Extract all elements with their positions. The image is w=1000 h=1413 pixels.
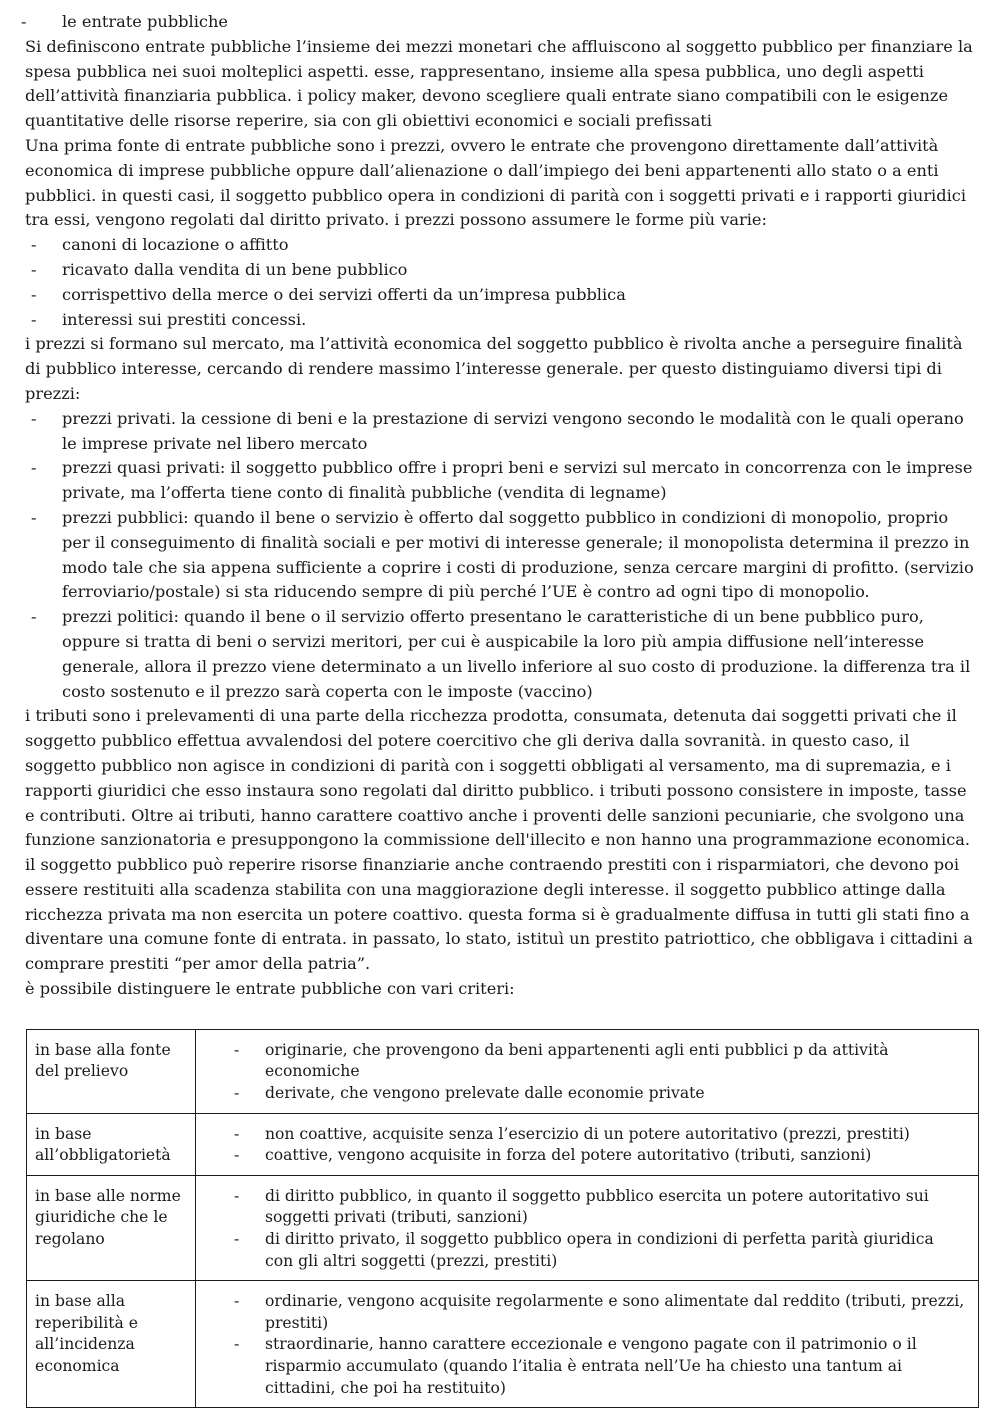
list-item-text: non coattive, acquisite senza l’esercizio di un potere autoritativo (prezzi, prestiti) [265, 1124, 910, 1143]
criteria-intro: è possibile distinguere le entrate pubbliche con vari criteri: [25, 979, 515, 999]
table-row [27, 1175, 979, 1280]
list-item-text: corrispettivo della merce o dei servizi offerti da un’impresa pubblica [62, 284, 626, 304]
list-item [196, 1040, 970, 1083]
list-item-text: ricavato dalla vendita di un bene pubblico [62, 259, 408, 279]
list-dash: - [31, 458, 37, 478]
list-dash: - [31, 408, 37, 428]
loans-paragraph: il soggetto pubblico può reperire risorse finanziarie anche contraendo prestiti con i risparmiatori, che devono poi essere restituiti alla scadenza stabilita con una maggiorazione degli interesse. il soggetto pubblico attinge dalla ricchezza privata ma non esercita un potere coattivo. questa forma si è gradualmente diffusa in tutti gli stati fino a diventare una comune fonte di entrata. in passato, lo stato, istituì un prestito patriottico, che obbligava i cittadini a comprare prestiti “per amor della patria”. [25, 855, 973, 974]
table-row [27, 1281, 979, 1408]
list-dash: - [234, 1146, 240, 1165]
price-types-list [25, 407, 976, 705]
list-dash: - [31, 309, 37, 329]
list-item-text: ordinarie, vengono acquisite regolarmente e sono alimentate dal reddito (tributi, prezzi, prestiti) [265, 1292, 965, 1332]
list-dash: - [234, 1084, 240, 1103]
items-list [196, 1186, 970, 1272]
list-dash: - [31, 284, 37, 304]
list-item [25, 407, 976, 457]
list-item [25, 506, 976, 605]
list-dash: - [234, 1335, 240, 1354]
list-item-text: coattive, vengono acquisite in forza del potere autoritativo (tributi, sanzioni) [265, 1146, 872, 1165]
items-cell [196, 1281, 979, 1408]
list-item [196, 1124, 970, 1146]
list-item-text: interessi sui prestiti concessi. [62, 309, 307, 329]
list-item [25, 308, 976, 333]
list-dash: - [31, 507, 37, 527]
table-row [27, 1113, 979, 1175]
items-list [196, 1291, 970, 1399]
items-list [196, 1040, 970, 1105]
list-item [196, 1083, 970, 1105]
heading-dash: - [21, 12, 27, 31]
items-cell [196, 1113, 979, 1175]
list-item-text: di diritto privato, il soggetto pubblico opera in condizioni di perfetta parità giuridica con gli altri soggetti (prezzi, prestiti) [265, 1230, 934, 1270]
list-item-text: prezzi politici: quando il bene o il servizio offerto presentano le caratteristiche di un bene pubblico puro, oppure si tratta di beni o servizi meritori, per cui è auspicabile la loro più ampia diffusione nell’interesse generale, allora il prezzo viene determinato a un livello inferiore al suo costo di produzione. la differenza tra il costo sostenuto e il prezzo sarà coperta con le imposte (vaccino) [62, 607, 971, 701]
list-dash: - [234, 1124, 240, 1143]
criterion-cell: in base alle norme giuridiche che le regolano [27, 1175, 196, 1280]
list-dash: - [31, 235, 37, 255]
tributes-paragraph: i tributi sono i prelevamenti di una parte della ricchezza prodotta, consumata, detenuta dai soggetti privati che il soggetto pubblico effettua avvalendosi del potere coercitivo che gli deriva dalla sovranità. in questo caso, il soggetto pubblico non agisce in condizioni di parità con i soggetti obbligati al versamento, ma di supremazia, e i rapporti giuridici che esso instaura sono regolati dal diritto pubblico. i tributi possono consistere in imposte, tasse e contributi. Oltre ai tributi, hanno carattere coattivo anche i proventi delle sanzioni pecuniarie, che svolgono una funzione sanzionatoria e presuppongono la commissione dell'illecito e non hanno una programmazione economica. [25, 706, 971, 850]
list-item-text: di diritto pubblico, in quanto il soggetto pubblico esercita un potere autoritativo sui soggetti privati (tributi, sanzioni) [265, 1186, 929, 1227]
list-item [25, 258, 976, 283]
list-item-text: originarie, che provengono da beni appartenenti agli enti pubblici p da attività economiche [265, 1040, 889, 1081]
list-item-text: straordinarie, hanno carattere eccezionale e vengono pagate con il patrimonio o il risparmio accumulato (quando l’italia è entrata nell’Ue ha chiesto una tantum ai cittadini, che poi ha restituito) [265, 1335, 917, 1397]
list-item-text: prezzi pubblici: quando il bene o servizio è offerto dal soggetto pubblico in condizioni di monopolio, proprio per il conseguimento di finalità sociali e per motivi di interesse generale; il monopolista determina il prezzo in modo tale che sia appena sufficiente a coprire i costi di produzione, senza cercare margini di profitto. (servizio ferroviario/postale) si sta riducendo sempre di più perché l’UE è contro ad ogni tipo di monopolio. [62, 507, 974, 602]
list-item [196, 1186, 970, 1229]
list-dash: - [234, 1040, 240, 1059]
list-item [25, 605, 976, 704]
list-item-text: prezzi quasi privati: il soggetto pubblico offre i propri beni e servizi sul mercato in concorrenza con le imprese private, ma l’offerta tiene conto di finalità pubbliche (vendita di legname) [62, 458, 973, 503]
list-item [196, 1145, 970, 1167]
criterion-cell: in base alla reperibilità e all’incidenza economica [27, 1281, 196, 1408]
list-dash: - [31, 607, 37, 627]
list-item [25, 233, 976, 258]
list-item-text: derivate, che vengono prelevate dalle economie private [265, 1084, 705, 1103]
list-item [25, 456, 976, 506]
prices-paragraph: Una prima fonte di entrate pubbliche sono i prezzi, ovvero le entrate che provengono direttamente dall’attività economica di imprese pubbliche oppure dall’alienazione o dall’impiego dei beni appartenenti allo stato o a enti pubblici. in questi casi, il soggetto pubblico opera in condizioni di parità con i soggetti privati e i rapporti giuridici tra essi, vengono regolati dal diritto privato. i prezzi possono assumere le forme più varie: [25, 135, 967, 230]
list-item-text: canoni di locazione o affitto [62, 235, 289, 255]
list-item-text: prezzi privati. la cessione di beni e la prestazione di servizi vengono secondo le modalità con le quali operano le imprese private nel libero mercato [62, 408, 964, 453]
criterion-cell: in base all’obbligatorietà [27, 1113, 196, 1175]
items-list [196, 1124, 970, 1167]
items-cell [196, 1029, 979, 1113]
list-item [196, 1334, 970, 1399]
section-heading [21, 10, 976, 35]
list-dash: - [31, 259, 37, 279]
items-cell [196, 1175, 979, 1280]
list-dash: - [234, 1186, 240, 1205]
list-item [196, 1291, 970, 1334]
list-dash: - [234, 1292, 240, 1311]
list-dash: - [234, 1230, 240, 1249]
price-forms-list [25, 233, 976, 332]
list-item [196, 1229, 970, 1272]
criterion-cell: in base alla fonte del prelievo [27, 1029, 196, 1113]
criteria-table [26, 1029, 979, 1408]
table-row [27, 1029, 979, 1113]
intro-paragraph: Si definiscono entrate pubbliche l’insieme dei mezzi monetari che affluiscono al soggetto pubblico per finanziare la spesa pubblica nei suoi molteplici aspetti. esse, rappresentano, insieme alla spesa pubblica, uno degli aspetti dell’attività finanziaria pubblica. i policy maker, devono scegliere quali entrate siano compatibili con le esigenze quantitative delle risorse reperire, sia con gli obiettivi economici e sociali prefissati [25, 36, 973, 131]
heading-text: le entrate pubbliche [62, 12, 228, 31]
list-item [25, 283, 976, 308]
price-types-paragraph: i prezzi si formano sul mercato, ma l’attività economica del soggetto pubblico è rivolta anche a perseguire finalità di pubblico interesse, cercando di rendere massimo l’interesse generale. per questo distinguiamo diversi tipi di prezzi: [25, 334, 963, 403]
